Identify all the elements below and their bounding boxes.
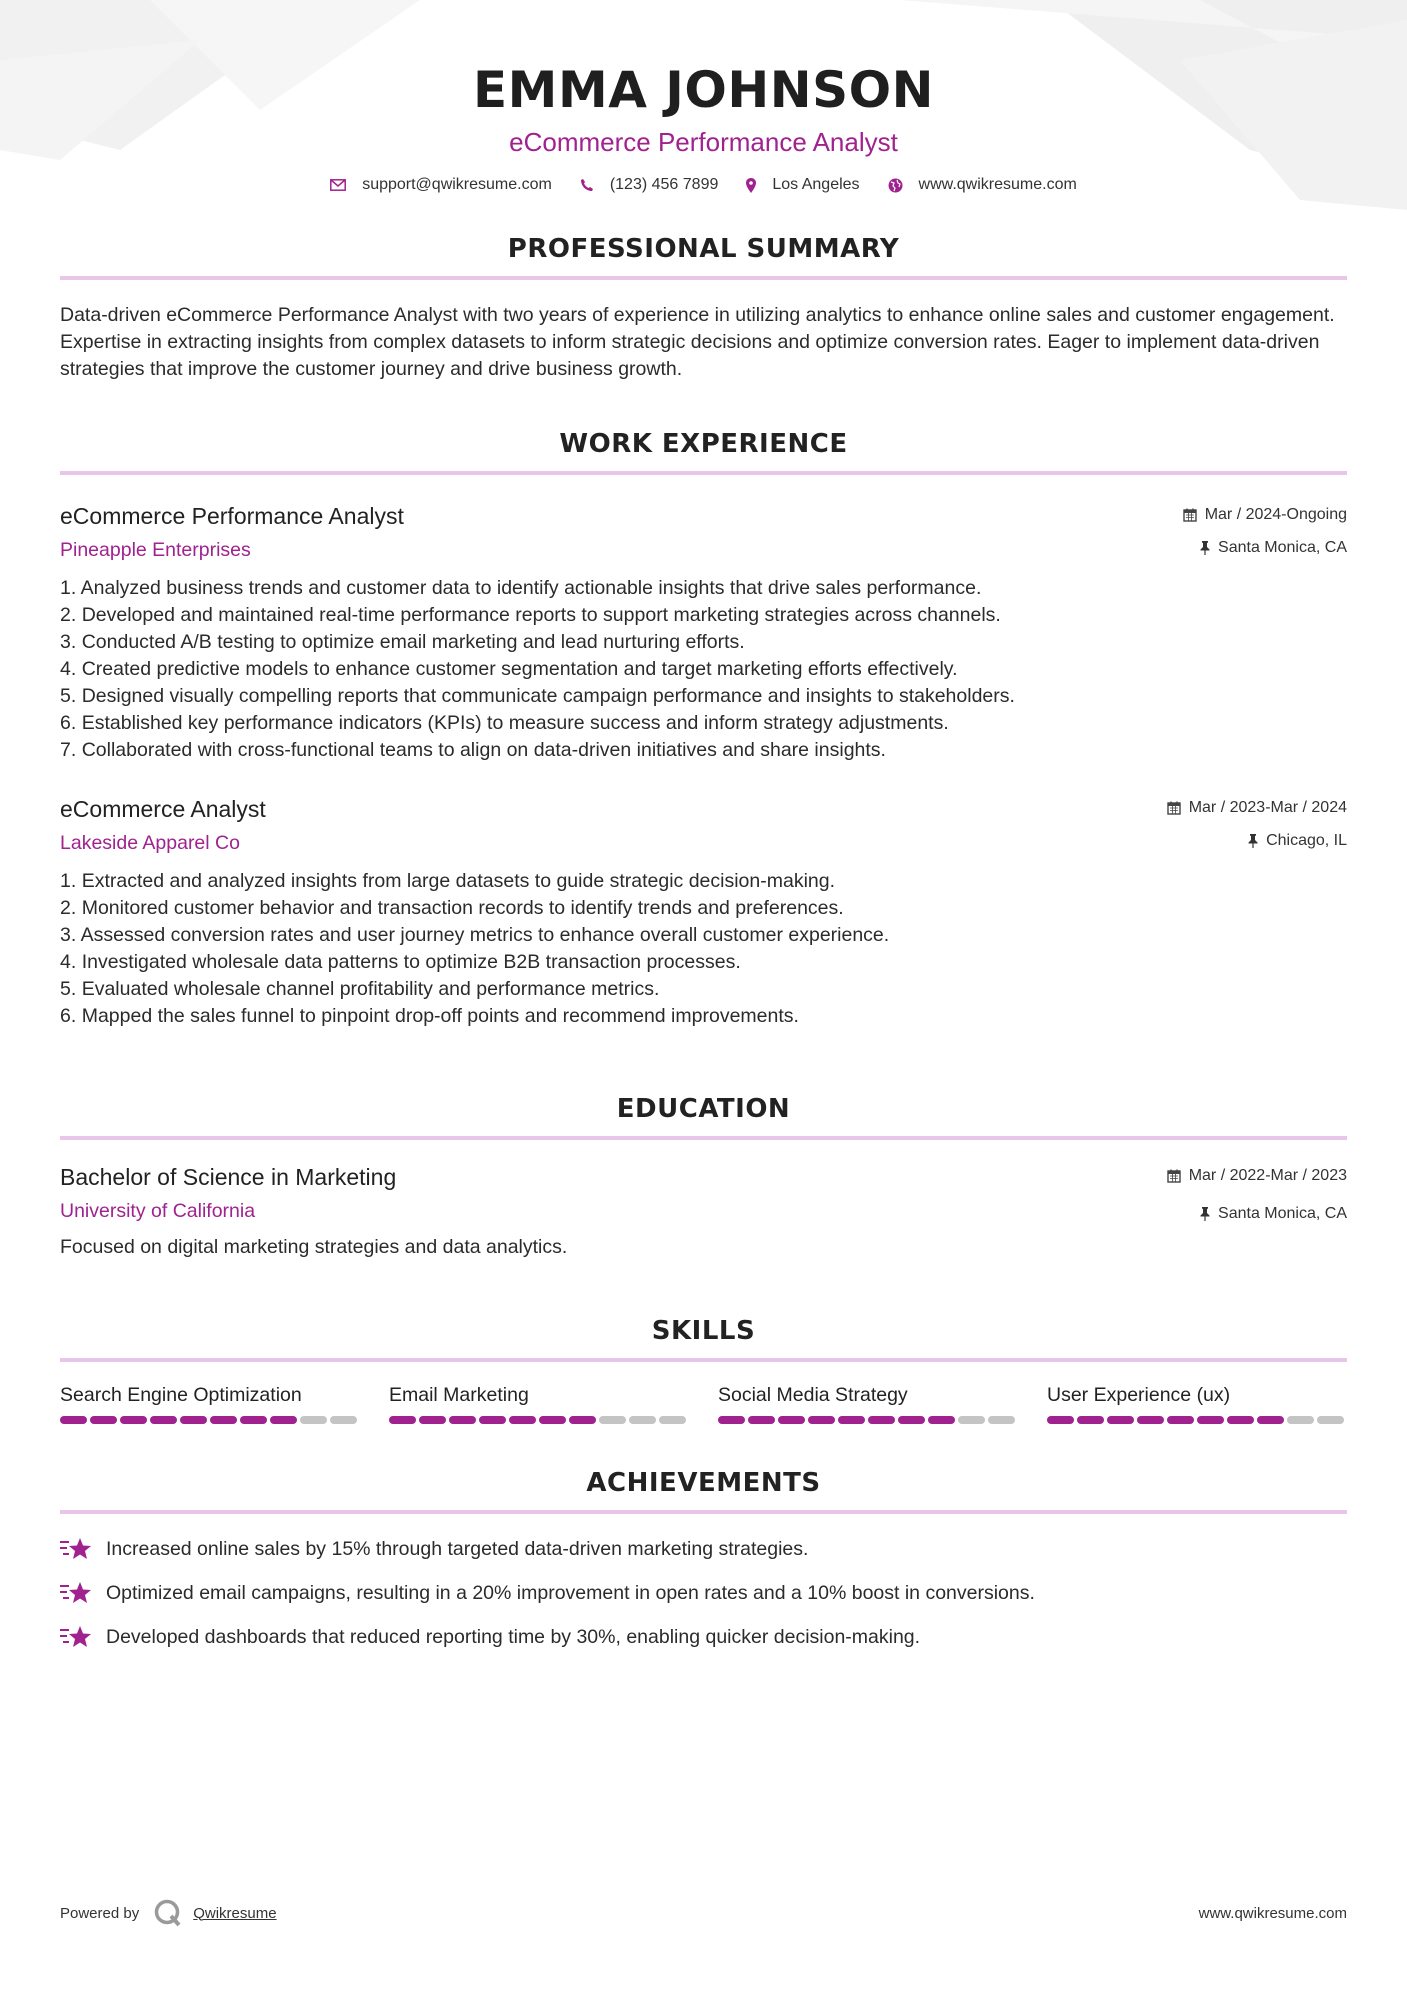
contact-website-text: www.qwikresume.com <box>918 176 1077 193</box>
skill-item <box>718 1382 1018 1424</box>
skill-segment-filled <box>1077 1416 1104 1424</box>
skill-segment-filled <box>778 1416 805 1424</box>
skill-segment-filled <box>868 1416 895 1424</box>
skill-segment-filled <box>120 1416 147 1424</box>
job-dates: Mar / 2023-Mar / 2024 <box>1188 799 1347 816</box>
contact-location-text: Los Angeles <box>772 176 860 193</box>
skill-segment-filled <box>449 1416 476 1424</box>
phone-icon <box>580 178 594 192</box>
skills-list <box>60 1382 1347 1424</box>
calendar-icon <box>1183 508 1197 522</box>
skill-segment-empty <box>599 1416 626 1424</box>
skill-segment-filled <box>389 1416 416 1424</box>
skill-name: User Experience (ux) <box>1047 1384 1231 1406</box>
education-heading: EDUCATION <box>616 1094 791 1124</box>
skill-rating-bar <box>1047 1416 1347 1424</box>
job-bullets <box>60 575 1347 764</box>
skill-segment-filled <box>419 1416 446 1424</box>
list-item: Conducted A/B testing to optimize email marketing and lead nurturing efforts. <box>81 631 745 653</box>
job-title: eCommerce Analyst <box>60 796 266 822</box>
skill-name: Email Marketing <box>389 1384 529 1406</box>
skill-segment-filled <box>539 1416 566 1424</box>
job-location: Chicago, IL <box>1266 832 1347 849</box>
skill-segment-filled <box>1107 1416 1134 1424</box>
skill-segment-empty <box>300 1416 327 1424</box>
list-item <box>60 1622 1347 1652</box>
skill-segment-filled <box>210 1416 237 1424</box>
contact-email-text: support@qwikresume.com <box>362 176 552 193</box>
list-item: Created predictive models to enhance customer segmentation and target marketing efforts effectively. <box>81 658 958 680</box>
list-item <box>60 1578 1347 1608</box>
skill-rating-bar <box>60 1416 360 1424</box>
education-location: Santa Monica, CA <box>1218 1205 1347 1222</box>
job-location: Santa Monica, CA <box>1218 539 1347 556</box>
education-meta <box>1167 1166 1347 1224</box>
achievement-text: Increased online sales by 15% through targeted data-driven marketing strategies. <box>106 1537 809 1560</box>
skill-segment-filled <box>569 1416 596 1424</box>
skill-segment-empty <box>1287 1416 1314 1424</box>
skill-segment-filled <box>180 1416 207 1424</box>
powered-by-label: Powered by <box>60 1904 140 1922</box>
skill-segment-filled <box>150 1416 177 1424</box>
skill-segment-filled <box>1047 1416 1074 1424</box>
summary-text: Data-driven eCommerce Performance Analyst with two years of experience in utilizing analytics to enhance online sales and customer engagement. Expertise in extracting insights from complex datasets to inform strategic decisions and optimize conversion rates. Eager to implement data-driven strategies that improve the customer journey and drive business growth. <box>60 304 1335 380</box>
contact-bar <box>60 176 1347 194</box>
job-meta <box>1183 505 1347 558</box>
school-name: University of California <box>60 1200 256 1222</box>
experience-heading: WORK EXPERIENCE <box>559 429 848 459</box>
calendar-icon <box>1167 1169 1181 1183</box>
skills-divider <box>60 1358 1347 1362</box>
skills-heading: SKILLS <box>651 1316 756 1346</box>
skill-segment-empty <box>988 1416 1015 1424</box>
skill-segment-filled <box>1257 1416 1284 1424</box>
list-item: Assessed conversion rates and user journey metrics to enhance overall customer experience. <box>80 924 890 946</box>
achievement-text: Developed dashboards that reduced reporting time by 30%, enabling quicker decision-making. <box>106 1625 921 1648</box>
calendar-icon <box>1167 801 1181 815</box>
skill-segment-empty <box>659 1416 686 1424</box>
skill-rating-bar <box>718 1416 1018 1424</box>
skill-segment-empty <box>330 1416 357 1424</box>
skill-segment-filled <box>808 1416 835 1424</box>
job-dates: Mar / 2024-Ongoing <box>1204 506 1347 523</box>
list-item: Analyzed business trends and customer data to identify actionable insights that drive sales performance. <box>80 577 982 599</box>
job-title: eCommerce Performance Analyst <box>60 503 404 529</box>
list-item: Developed and maintained real-time performance reports to support marketing strategies across channels. <box>81 604 1001 626</box>
skill-name: Social Media Strategy <box>718 1384 908 1406</box>
experience-divider <box>60 471 1347 475</box>
candidate-role: eCommerce Performance Analyst <box>509 127 898 157</box>
list-item: Extracted and analyzed insights from large datasets to guide strategic decision-making. <box>81 870 836 892</box>
shooting-star-icon <box>60 1624 94 1650</box>
list-item: Collaborated with cross-functional teams to align on data-driven initiatives and share insights. <box>81 739 886 761</box>
skill-segment-filled <box>748 1416 775 1424</box>
skill-name: Search Engine Optimization <box>60 1384 302 1406</box>
achievement-text: Optimized email campaigns, resulting in a 20% improvement in open rates and a 10% boost in conversions. <box>106 1581 1035 1604</box>
footer-website-link[interactable]: www.qwikresume.com <box>1198 1904 1347 1922</box>
list-item: Established key performance indicators (KPIs) to measure success and inform strategy adjustments. <box>81 712 949 734</box>
education-divider <box>60 1136 1347 1140</box>
globe-icon <box>888 178 903 193</box>
list-item <box>60 1534 1347 1564</box>
skill-item <box>1047 1382 1347 1424</box>
skill-segment-filled <box>1167 1416 1194 1424</box>
footer <box>60 1898 1347 1928</box>
powered-by <box>60 1898 277 1928</box>
achievements-list <box>60 1534 1347 1652</box>
list-item: Investigated wholesale data patterns to optimize B2B transaction processes. <box>81 951 741 973</box>
skill-segment-empty <box>629 1416 656 1424</box>
shooting-star-icon <box>60 1580 94 1606</box>
skill-segment-filled <box>479 1416 506 1424</box>
pushpin-icon <box>1248 834 1258 848</box>
map-pin-icon <box>746 178 756 193</box>
skill-segment-filled <box>928 1416 955 1424</box>
contact-email[interactable] <box>330 176 552 194</box>
skill-item <box>60 1382 360 1424</box>
list-item: Mapped the sales funnel to pinpoint drop-off points and recommend improvements. <box>81 1005 799 1027</box>
job-company: Lakeside Apparel Co <box>60 832 240 854</box>
job-bullets <box>60 868 1347 1030</box>
contact-website[interactable] <box>888 176 1077 194</box>
contact-phone-text: (123) 456 7899 <box>609 176 719 193</box>
list-item: Designed visually compelling reports that communicate campaign performance and insights to stakeholders. <box>81 685 1015 707</box>
skill-segment-filled <box>240 1416 267 1424</box>
contact-phone[interactable] <box>580 176 719 194</box>
skill-segment-filled <box>1137 1416 1164 1424</box>
skill-rating-bar <box>389 1416 689 1424</box>
skill-segment-filled <box>270 1416 297 1424</box>
summary-divider <box>60 276 1347 280</box>
list-item: Monitored customer behavior and transaction records to identify trends and preferences. <box>81 897 844 919</box>
job-company: Pineapple Enterprises <box>60 539 251 561</box>
skill-segment-filled <box>509 1416 536 1424</box>
skill-segment-empty <box>1317 1416 1344 1424</box>
job-meta <box>1167 798 1347 851</box>
achievements-heading: ACHIEVEMENTS <box>586 1468 821 1498</box>
skill-segment-filled <box>718 1416 745 1424</box>
list-item: Evaluated wholesale channel profitability and performance metrics. <box>81 978 660 1000</box>
contact-location <box>746 176 859 194</box>
job-entry-1 <box>60 501 1347 764</box>
skill-segment-empty <box>958 1416 985 1424</box>
qwikresume-logo-icon <box>153 1898 183 1928</box>
skill-segment-filled <box>898 1416 925 1424</box>
education-description: Focused on digital marketing strategies and data analytics. <box>60 1236 568 1258</box>
summary-heading: PROFESSIONAL SUMMARY <box>507 234 900 264</box>
degree-title: Bachelor of Science in Marketing <box>60 1164 397 1190</box>
education-dates: Mar / 2022-Mar / 2023 <box>1188 1167 1347 1184</box>
pushpin-icon <box>1200 1207 1210 1221</box>
job-entry-2 <box>60 794 1347 1030</box>
brand-link[interactable]: Qwikresume <box>193 1904 277 1922</box>
skill-segment-filled <box>1197 1416 1224 1424</box>
skill-item <box>389 1382 689 1424</box>
skill-segment-filled <box>60 1416 87 1424</box>
envelope-icon <box>330 179 346 191</box>
skill-segment-filled <box>90 1416 117 1424</box>
shooting-star-icon <box>60 1536 94 1562</box>
pushpin-icon <box>1200 541 1210 555</box>
skill-segment-filled <box>1227 1416 1254 1424</box>
candidate-name: EMMA JOHNSON <box>473 61 934 119</box>
skill-segment-filled <box>838 1416 865 1424</box>
achievements-divider <box>60 1510 1347 1514</box>
education-entry <box>60 1162 1347 1260</box>
